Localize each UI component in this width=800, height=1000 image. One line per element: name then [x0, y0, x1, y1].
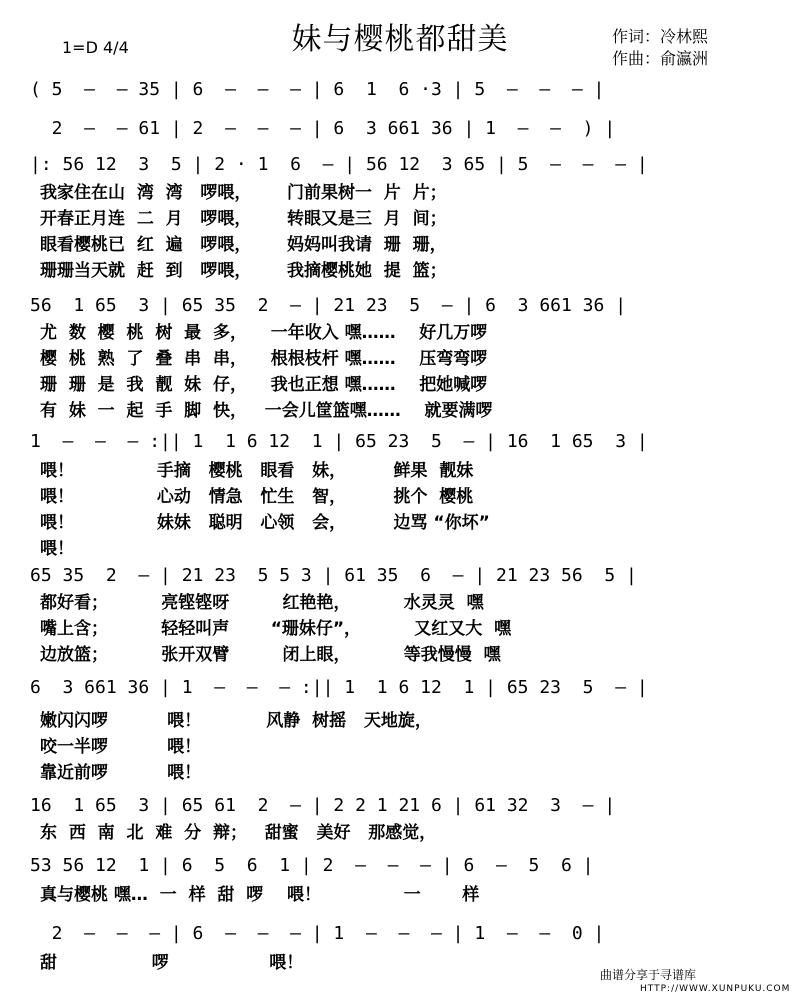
lyric-10-1: 甜 啰 喂！	[40, 953, 304, 973]
watermark-url: HTTP://WWW.XUNPUKU.COM	[640, 984, 791, 994]
lyric-6-3: 边放篮； 张开双臂 闭上眼， 等我慢慢 嘿	[40, 645, 501, 665]
notation-line-10: 2 — — — | 6 — — — | 1 — — — | 1 — — 0 |	[30, 923, 605, 944]
notation-line-8: 16 1 65 3 | 65 61 2 — | 2 2 1 21 6 | 61 32 3 — |	[30, 795, 616, 816]
notation-line-9: 53 56 12 1 | 6 5 6 1 | 2 — — — | 6 — 5 6 |	[30, 855, 594, 876]
lyric-5-1: 喂！ 手摘 樱桃 眼看 妹， 鲜果 靓妹	[40, 461, 474, 481]
key-signature: 1=D 4/4	[62, 38, 129, 57]
notation-line-2: 2 — — 61 | 2 — — — | 6 3 661 36 | 1 — — ) |	[30, 118, 616, 139]
lyric-7-1: 嫩闪闪啰 喂！ 风静 树摇 天地旋，	[40, 711, 432, 731]
lyric-9-1: 真与樱桃 嘿… 一 样 甜 啰 喂！ 一 样	[40, 885, 480, 905]
notation-line-1: ( 5 — — 35 | 6 — — — | 6 1 6 ·3 | 5 — — — |	[30, 79, 605, 100]
lyric-7-2: 咬一半啰 喂！	[40, 737, 202, 757]
lyric-6-1: 都好看； 亮铿铿呀 红艳艳， 水灵灵 嘿	[40, 593, 484, 613]
lyric-3-4: 珊珊当天就 赶 到 啰喂， 我摘樱桃她 提 篮；	[40, 261, 447, 281]
lyric-3-3: 眼看樱桃已 红 遍 啰喂， 妈妈叫我请 珊 珊，	[40, 235, 447, 255]
page-title: 妹与樱桃都甜美	[291, 22, 509, 57]
lyric-4-1: 尤 数 樱 桃 树 最 多， 一年收入 嘿…… 好几万啰	[40, 323, 488, 343]
notation-line-5: 1 — — — :|| 1 1 6 12 1 | 65 23 5 — | 16 1 65 3 |	[30, 431, 648, 452]
watermark-text: 曲谱分享于寻谱库	[600, 968, 697, 982]
lyric-6-2: 嘴上含； 轻轻叫声 “珊妹仔”， 又红又大 嘿	[40, 619, 512, 639]
lyricist-credit: 作词：冷林熙	[612, 27, 709, 46]
lyric-3-1: 我家住在山 湾 湾 啰喂， 门前果树一 片 片；	[40, 183, 447, 203]
composer-credit: 作曲：俞瀛洲	[612, 49, 709, 68]
lyric-4-3: 珊 珊 是 我 靓 妹 仔， 我也正想 嘿…… 把她喊啰	[40, 375, 488, 395]
lyric-5-3: 喂！ 妹妹 聪明 心领 会， 边骂 “你坏”	[40, 513, 490, 533]
lyric-5-4: 喂！	[40, 539, 74, 559]
lyric-8-1: 东 西 南 北 难 分 辩； 甜蜜 美好 那感觉，	[40, 823, 437, 843]
notation-line-6: 65 35 2 — | 21 23 5 5 3 | 61 35 6 — | 21 23 56 5 |	[30, 565, 637, 586]
notation-line-4: 56 1 65 3 | 65 35 2 — | 21 23 5 — | 6 3 661 36 |	[30, 295, 627, 316]
lyric-4-4: 有 妹 一 起 手 脚 快， 一会儿筐篮嘿…… 就要满啰	[40, 401, 493, 421]
notation-line-7: 6 3 661 36 | 1 — — — :|| 1 1 6 12 1 | 65 23 5 — |	[30, 677, 648, 698]
lyric-3-2: 开春正月连 二 月 啰喂， 转眼又是三 月 间；	[40, 209, 447, 229]
notation-line-3: |: 56 12 3 5 | 2 · 1 6 — | 56 12 3 65 | 5 — — — |	[30, 154, 648, 175]
lyric-7-3: 靠近前啰 喂！	[40, 763, 202, 783]
lyric-5-2: 喂！ 心动 情急 忙生 智， 挑个 樱桃	[40, 487, 474, 507]
lyric-4-2: 樱 桃 熟 了 叠 串 串， 根根枝杆 嘿…… 压弯弯啰	[40, 349, 488, 369]
